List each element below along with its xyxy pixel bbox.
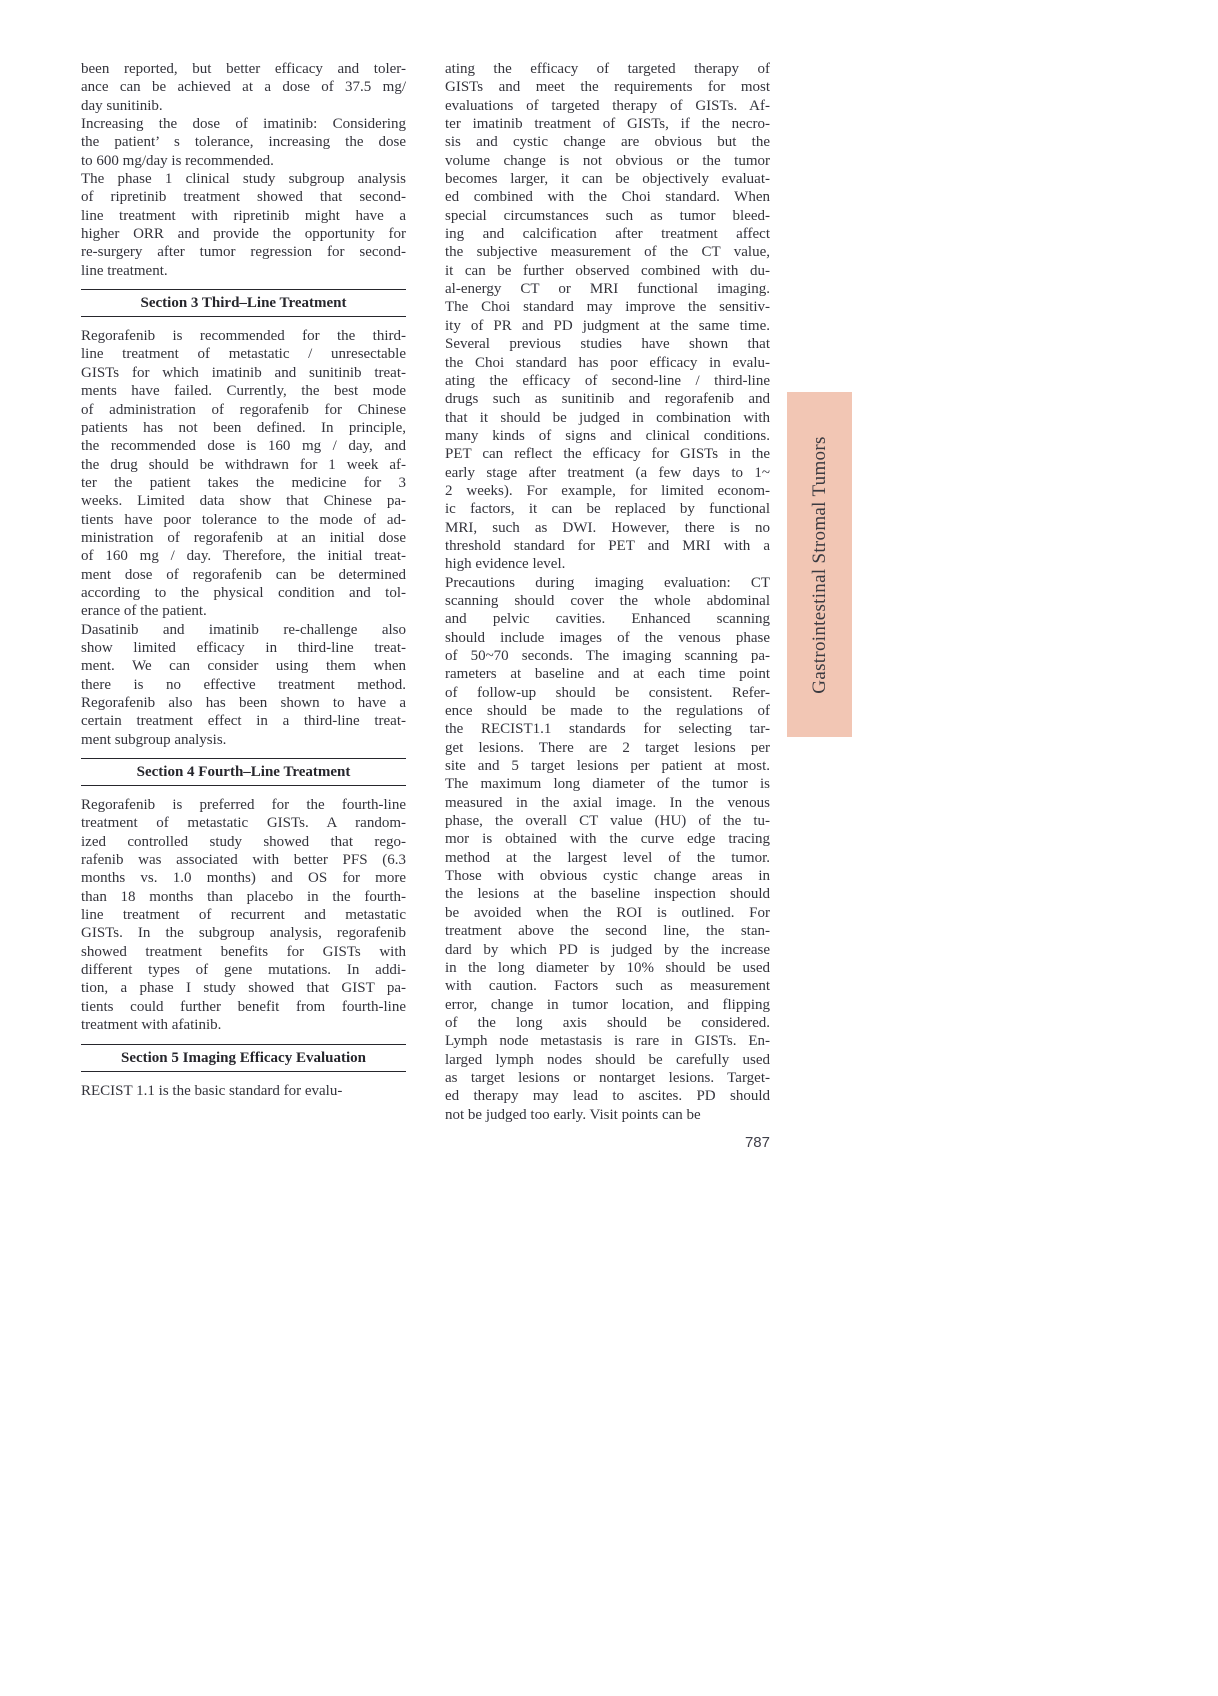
text-line: ments have failed. Currently, the best mode bbox=[81, 383, 406, 400]
text-line: ating the efficacy of targeted therapy of bbox=[445, 61, 770, 77]
text-line: ing and calcification after treatment affect bbox=[445, 226, 770, 243]
text-line: GISTs. In the subgroup analysis, regorafenib bbox=[81, 925, 406, 942]
text-line: GISTs for which imatinib and sunitinib treat- bbox=[81, 364, 406, 381]
text-line: the drug should be withdrawn for 1 week af- bbox=[81, 456, 406, 473]
text-line: many kinds of signs and clinical conditions. bbox=[445, 427, 770, 444]
text-line: there is no effective treatment method. bbox=[81, 676, 406, 693]
text-line: it can be further observed combined with du- bbox=[445, 262, 770, 279]
text-line: show limited efficacy in third-line treat- bbox=[81, 639, 406, 656]
text-line: ed therapy may lead to ascites. PD should bbox=[445, 1088, 770, 1105]
text-line: Those with obvious cystic change areas in bbox=[445, 868, 770, 885]
text-line: MRI, such as DWI. However, there is no bbox=[445, 519, 770, 536]
text-line: early stage after treatment (a few days to 1~ bbox=[445, 464, 770, 481]
paragraph bbox=[81, 170, 406, 280]
text-line: method at the largest level of the tumor. bbox=[445, 849, 770, 866]
text-line: scanning should cover the whole abdominal bbox=[445, 592, 770, 609]
text-line: The phase 1 clinical study subgroup analysis bbox=[81, 171, 406, 188]
text-line: patients has not been defined. In principle, bbox=[81, 419, 406, 436]
text-line: larged lymph nodes should be carefully used bbox=[445, 1051, 770, 1068]
text-line: certain treatment effect in a third-line treat- bbox=[81, 713, 406, 730]
text-line: Lymph node metastasis is rare in GISTs. En- bbox=[445, 1033, 770, 1050]
text-line: Precautions during imaging evaluation: CT bbox=[445, 574, 770, 591]
text-line: evaluations of targeted therapy of GISTs. Af- bbox=[445, 97, 770, 114]
paragraph bbox=[81, 621, 406, 749]
text-line: the recommended dose is 160 mg / day, and bbox=[81, 438, 406, 455]
paragraph bbox=[81, 115, 406, 170]
text-line: the lesions at the baseline inspection should bbox=[445, 886, 770, 903]
text-line: to 600 mg/day is recommended. bbox=[81, 152, 274, 169]
text-line: special circumstances such as tumor bleed- bbox=[445, 207, 770, 224]
text-line: GISTs and meet the requirements for most bbox=[445, 79, 770, 96]
chapter-tab-label: Gastrointestinal Stromal Tumors bbox=[808, 435, 830, 694]
text-line: that it should be judged in combination with bbox=[445, 409, 770, 426]
text-line: volume change is not obvious or the tumor bbox=[445, 152, 770, 169]
section-title: Section 5 Imaging Efficacy Evaluation bbox=[120, 1049, 366, 1066]
section-rule-bottom bbox=[81, 785, 406, 786]
text-line: been reported, but better efficacy and toler- bbox=[81, 61, 406, 77]
text-line: phase, the overall CT value (HU) of the tu- bbox=[445, 813, 770, 830]
text-line: be avoided when the ROI is outlined. For bbox=[445, 904, 770, 921]
text-line: al-energy CT or MRI functional imaging. bbox=[445, 281, 770, 298]
text-line: 2 weeks). For example, for limited econom- bbox=[445, 482, 770, 499]
text-line: ment subgroup analysis. bbox=[81, 731, 227, 748]
text-line: erance of the patient. bbox=[81, 603, 207, 620]
text-line: the Choi standard has poor efficacy in evalu- bbox=[445, 354, 770, 371]
text-line: Dasatinib and imatinib re-challenge also bbox=[81, 621, 406, 638]
text-line: Regorafenib is recommended for the third- bbox=[81, 328, 406, 345]
text-line: ence should be made to the regulations of bbox=[445, 703, 770, 720]
text-line: becomes larger, it can be objectively evaluat- bbox=[445, 171, 770, 188]
right-column bbox=[445, 60, 770, 1124]
section-title: Section 4 Fourth–Line Treatment bbox=[136, 764, 351, 781]
text-line: according to the physical condition and tol- bbox=[81, 584, 406, 601]
section-rule-bottom bbox=[81, 1071, 406, 1072]
text-line: in the long diameter by 10% should be used bbox=[445, 959, 770, 976]
paragraph bbox=[81, 60, 406, 115]
text-line: line treatment of recurrent and metastatic bbox=[81, 907, 406, 924]
text-line: the subjective measurement of the CT value, bbox=[445, 244, 770, 261]
text-line: line treatment of metastatic / unresectable bbox=[81, 346, 406, 363]
text-line: rafenib was associated with better PFS (6.3 bbox=[81, 852, 406, 869]
text-line: ment dose of regorafenib can be determined bbox=[81, 566, 406, 583]
text-line: rameters at baseline and at each time point bbox=[445, 666, 770, 683]
text-line: months vs. 1.0 months) and OS for more bbox=[81, 870, 406, 887]
text-line: as target lesions or nontarget lesions. Target- bbox=[445, 1069, 770, 1086]
paragraph bbox=[81, 796, 406, 1034]
text-line: treatment above the second line, the stan- bbox=[445, 923, 770, 940]
text-line: of the long axis should be considered. bbox=[445, 1014, 770, 1031]
text-line: The maximum long diameter of the tumor is bbox=[445, 776, 770, 793]
text-line: high evidence level. bbox=[445, 556, 566, 573]
text-line: get lesions. There are 2 target lesions per bbox=[445, 739, 770, 756]
section-title: Section 3 Third–Line Treatment bbox=[140, 295, 347, 312]
text-line: RECIST 1.1 is the basic standard for evalu- bbox=[81, 1082, 343, 1099]
text-line: and pelvic cavities. Enhanced scanning bbox=[445, 611, 770, 628]
text-line: ment. We can consider using them when bbox=[81, 658, 406, 675]
text-line: ic factors, it can be replaced by functional bbox=[445, 501, 770, 518]
text-line: ter the patient takes the medicine for 3 bbox=[81, 474, 406, 491]
text-line: drugs such as sunitinib and regorafenib and bbox=[445, 391, 770, 408]
text-line: tients could further benefit from fourth-line bbox=[81, 998, 406, 1015]
section-heading bbox=[81, 758, 406, 786]
text-line: site and 5 target lesions per patient at most. bbox=[445, 758, 770, 775]
text-line: measured in the axial image. In the venous bbox=[445, 794, 770, 811]
text-line: not be judged too early. Visit points can be bbox=[445, 1106, 701, 1123]
page-number: 787 bbox=[744, 1134, 770, 1151]
section-heading bbox=[81, 1044, 406, 1072]
text-line: day sunitinib. bbox=[81, 97, 163, 114]
text-line: of 50~70 seconds. The imaging scanning pa- bbox=[445, 648, 770, 664]
text-line: of ripretinib treatment showed that second- bbox=[81, 189, 406, 206]
text-line: ministration of regorafenib at an initial dose bbox=[81, 529, 406, 546]
text-line: ized controlled study showed that rego- bbox=[81, 833, 406, 850]
text-line: showed treatment benefits for GISTs with bbox=[81, 943, 406, 960]
text-line: than 18 months than placebo in the fourth- bbox=[81, 888, 406, 905]
text-line: the RECIST1.1 standards for selecting tar- bbox=[445, 721, 770, 738]
paragraph bbox=[81, 327, 406, 621]
text-line: the patient’ s tolerance, increasing the dose bbox=[81, 134, 406, 151]
text-line: of administration of regorafenib for Chinese bbox=[81, 401, 406, 418]
text-line: Regorafenib also has been shown to have a bbox=[81, 695, 406, 711]
paragraph bbox=[81, 1082, 406, 1100]
text-line: ating the efficacy of second-line / third-line bbox=[445, 372, 770, 389]
text-line: of 160 mg / day. Therefore, the initial treat- bbox=[81, 548, 406, 565]
text-line: ance can be achieved at a dose of 37.5 mg/ bbox=[81, 79, 406, 96]
text-line: weeks. Limited data show that Chinese pa- bbox=[81, 493, 406, 510]
text-line: PET can reflect the efficacy for GISTs in the bbox=[445, 446, 770, 463]
text-line: Several previous studies have shown that bbox=[445, 336, 770, 353]
text-line: error, change in tumor location, and flipping bbox=[445, 996, 770, 1013]
text-line: dard by which PD is judged by the increase bbox=[445, 941, 770, 958]
section-heading bbox=[81, 289, 406, 317]
text-line: treatment with afatinib. bbox=[81, 1017, 222, 1034]
text-line: treatment of metastatic GISTs. A random- bbox=[81, 815, 406, 832]
text-line: tients have poor tolerance to the mode of ad- bbox=[81, 511, 406, 528]
text-line: Regorafenib is preferred for the fourth-line bbox=[81, 797, 406, 814]
text-line: of follow-up should be consistent. Refer- bbox=[445, 684, 770, 701]
chapter-tab bbox=[787, 392, 852, 737]
text-line: should include images of the venous phase bbox=[445, 629, 770, 646]
text-line: sis and cystic change are obvious but the bbox=[445, 134, 770, 151]
text-line: threshold standard for PET and MRI with a bbox=[445, 537, 770, 554]
paragraph bbox=[445, 574, 770, 1124]
text-line: higher ORR and provide the opportunity for bbox=[81, 226, 406, 243]
text-line: ed combined with the Choi standard. When bbox=[445, 189, 770, 206]
text-line: The Choi standard may improve the sensitiv- bbox=[445, 299, 770, 316]
text-line: with caution. Factors such as measurement bbox=[445, 978, 770, 995]
text-line: ity of PR and PD judgment at the same time. bbox=[445, 317, 770, 334]
text-line: different types of gene mutations. In addi- bbox=[81, 962, 406, 979]
left-column bbox=[81, 60, 406, 1100]
text-line: mor is obtained with the curve edge tracing bbox=[445, 831, 770, 848]
text-line: ter imatinib treatment of GISTs, if the necro- bbox=[445, 116, 770, 133]
text-line: re-surgery after tumor regression for second- bbox=[81, 244, 406, 261]
section-rule-bottom bbox=[81, 316, 406, 317]
paragraph bbox=[445, 60, 770, 574]
text-line: Increasing the dose of imatinib: Considering bbox=[81, 116, 406, 133]
text-line: line treatment. bbox=[81, 262, 168, 279]
text-line: line treatment with ripretinib might have a bbox=[81, 207, 406, 224]
text-line: tion, a phase I study showed that GIST pa- bbox=[81, 980, 406, 997]
